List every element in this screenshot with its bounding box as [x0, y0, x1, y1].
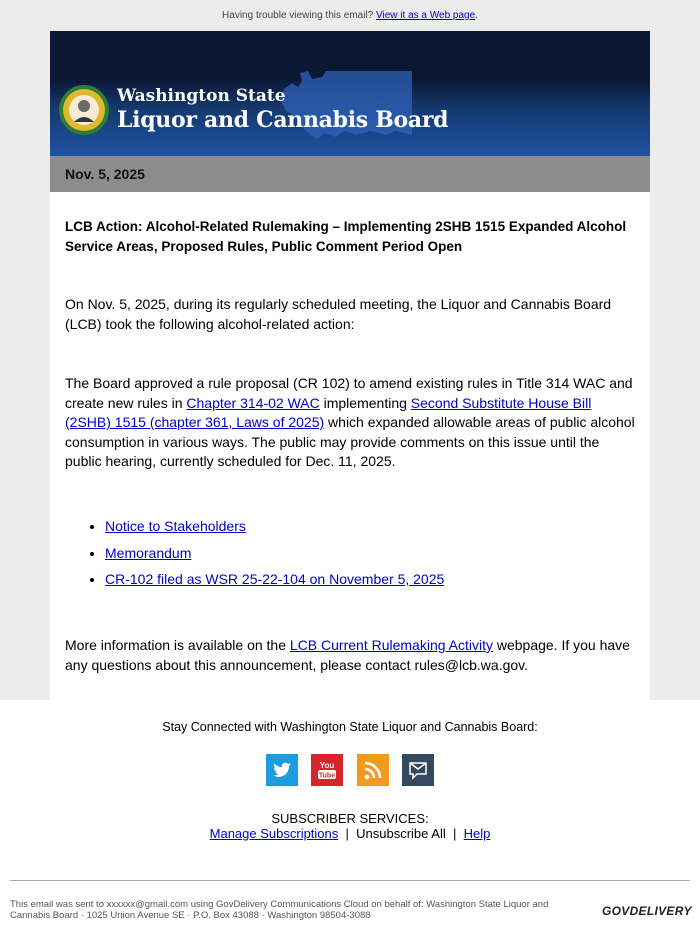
action-paragraph: The Board approved a rule proposal (CR 102) to amend existing rules in Title 314 WAC and create new rules in Chapter 314-02 WAC implementing Second Substitute House Bill (2SHB) 1515 (chapter 361, Laws of 2025) which expanded allowable areas of public alcohol consumption in various ways. The public may provide comments on this issue until the public hearing, currently scheduled for Dec. 11, 2025.: [65, 375, 635, 469]
logo-line2: Liquor and Cannabis Board: [117, 107, 449, 133]
list-item: [105, 570, 677, 590]
memorandum-link[interactable]: Memorandum: [105, 544, 192, 561]
notice-to-stakeholders-link[interactable]: Notice to Stakeholders: [105, 518, 246, 534]
unsubscribe-all-text: Unsubscribe All: [356, 826, 446, 841]
svg-text:Tube: Tube: [318, 772, 336, 780]
header-banner: [50, 31, 650, 156]
email-icon[interactable]: [402, 754, 434, 786]
svg-text:You: You: [319, 761, 335, 770]
date-bar: [50, 156, 650, 192]
more-info-paragraph: More information is available on the LCB Current Rulemaking Activity webpage. If you have any questions about this announcement, please contact rules@lcb.wa.gov.: [65, 637, 630, 673]
2shb-1515-link[interactable]: Second Substitute House Bill (2SHB) 1515 (chapter 361, Laws of 2025): [65, 394, 592, 430]
help-link[interactable]: Help: [463, 826, 491, 841]
rulemaking-activity-link[interactable]: LCB Current Rulemaking Activity: [289, 637, 493, 653]
govdelivery-logo: GOVDELIVERY: [602, 904, 692, 918]
intro-paragraph: On Nov. 5, 2025, during its regularly scheduled meeting, the Liquor and Cannabis Board (LCB) took the following alcohol-related action:: [65, 296, 612, 332]
stay-connected-text: Stay Connected with Washington State Liquor and Cannabis Board:: [162, 720, 538, 734]
rss-icon[interactable]: [357, 754, 389, 786]
view-web-page-link[interactable]: View it as a Web page: [376, 10, 476, 21]
footer-text: This email was sent to xxxxxx@gmail.com using GovDelivery Communications Cloud on behalf of: Washington State Liquor and Cannabis Board · 1025 Union Avenue SE · P.O. Box 43088 · Washington 98504-3088: [10, 899, 549, 921]
document-links-list: [65, 517, 677, 597]
footer-divider: [10, 880, 690, 881]
subscriber-services-title: SUBSCRIBER SERVICES:: [271, 811, 429, 826]
subscriber-links: Manage Subscriptions | Unsubscribe All | Help: [209, 826, 491, 841]
chapter-314-02-link[interactable]: Chapter 314-02 WAC: [186, 394, 320, 411]
manage-subscriptions-link[interactable]: Manage Subscriptions: [209, 826, 339, 841]
twitter-icon[interactable]: [266, 754, 298, 786]
logo-line1: Washington State: [117, 86, 286, 106]
preheader: Having trouble viewing this email? View it as a Web page.: [222, 10, 478, 21]
list-item: [105, 544, 677, 564]
cr-102-link[interactable]: CR-102 filed as WSR 25-22-104 on November 5, 2025: [105, 571, 445, 587]
state-seal-icon: [58, 84, 110, 136]
youtube-icon[interactable]: [311, 754, 343, 786]
headline: LCB Action: Alcohol-Related Rulemaking – Implementing 2SHB 1515 Expanded Alcohol Service Areas, Proposed Rules, Public Comment Period Open: [65, 219, 627, 254]
list-item: [105, 517, 677, 537]
date-label: Nov. 5, 2025: [65, 166, 145, 182]
preheader-text: Having trouble viewing this email?: [222, 10, 374, 21]
email-card: [50, 31, 650, 700]
